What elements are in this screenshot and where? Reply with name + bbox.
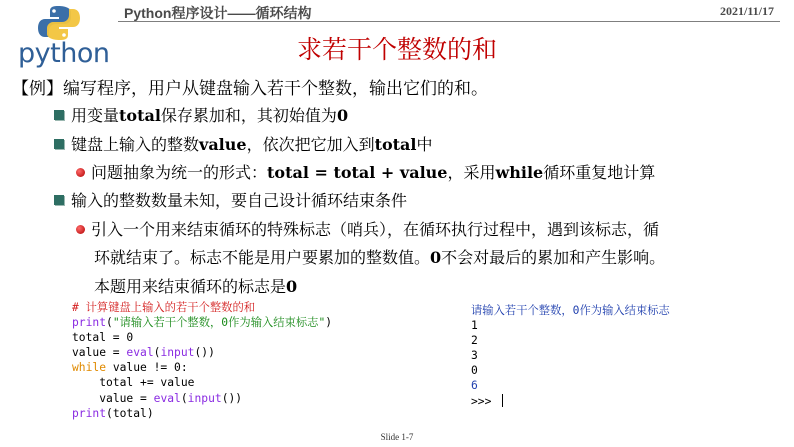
shell-input-line: 2 (471, 334, 478, 348)
round-bullet-icon (76, 225, 85, 234)
shell-repl-line[interactable] (471, 394, 670, 409)
example-intro: 【例】编写程序，用户从键盘输入若干个整数，输出它们的和。 (12, 79, 488, 99)
code-text: value != 0: (106, 361, 188, 375)
code-text: value = (99, 391, 154, 405)
code-line (72, 375, 332, 390)
text: 问题抽象为统一的形式： (91, 163, 268, 182)
code-string: "请输入若干个整数，0作为输入结束标志" (112, 316, 326, 330)
text: ，依次把它加入到 (246, 135, 375, 154)
slide-title: 求若干个整数的和 (296, 35, 497, 64)
text: 引入一个用来结束循环的特殊标志（哨兵），在循环执行过程中，遇到该标志，循 (91, 220, 660, 239)
code-line: value = eval(input()) (72, 346, 215, 360)
code-line: print("请输入若干个整数，0作为输入结束标志") (72, 316, 333, 330)
code-function: print (72, 316, 107, 330)
bullet-total-variable (54, 105, 348, 127)
slide-number: Slide 1-7 (380, 432, 414, 442)
text-bold: 0 (286, 277, 298, 296)
code-function: eval (126, 346, 154, 360)
code-function: input (187, 391, 222, 405)
text: 环就结束了。标志不能是用户要累加的整数值。 (94, 248, 431, 267)
square-bullet-icon (54, 110, 64, 120)
code-text: value = (72, 346, 127, 360)
text-bold: total (119, 106, 161, 125)
text: 中 (416, 135, 433, 154)
code-function: input (160, 346, 195, 360)
bullet-input-value (54, 134, 433, 156)
text: 循环重复地计算 (543, 163, 656, 182)
code-text: (total) (106, 406, 154, 420)
text: ，采用 (447, 163, 496, 182)
code-function: print (72, 406, 107, 420)
shell-output (471, 303, 670, 409)
text-bold: value (199, 135, 247, 154)
code-line (72, 300, 332, 315)
shell-result: 6 (471, 379, 478, 393)
text-bold: 0 (336, 106, 349, 125)
sub-bullet-abstraction (76, 162, 655, 184)
repl-prompt: >>> (471, 394, 499, 408)
code-line (72, 330, 332, 345)
round-bullet-icon (76, 168, 85, 177)
text: 输入的整数数量未知，要自己设计循环结束条件 (71, 191, 408, 210)
text: 用变量 (71, 106, 120, 125)
code-keyword: while (72, 361, 107, 375)
shell-input-line: 3 (471, 349, 478, 363)
code-line (72, 360, 332, 375)
text-bold: 0 (430, 248, 442, 267)
code-text: total += value (72, 376, 195, 390)
text-bold: total = total + value (267, 163, 448, 182)
logo-text: python (18, 38, 110, 69)
text-bold: total (374, 135, 417, 154)
text: 不会对最后的累加和产生影响。 (441, 248, 666, 267)
code-line: value = eval(input()) (99, 391, 243, 405)
bullet-loop-condition (54, 190, 407, 212)
slide-date: 2021/11/17 (719, 4, 774, 18)
code-function: eval (153, 391, 181, 405)
shell-input-line: 0 (471, 364, 478, 378)
shell-prompt-text: 请输入若干个整数，0作为输入结束标志 (471, 304, 670, 317)
sub-bullet-sentinel-end (94, 276, 297, 298)
sub-bullet-sentinel-cont (94, 247, 665, 269)
code-listing (72, 300, 332, 421)
sub-bullet-sentinel (76, 219, 659, 241)
square-bullet-icon (54, 139, 64, 149)
header-divider (118, 21, 780, 22)
text: 键盘上输入的整数 (71, 135, 200, 154)
code-text: total = 0 (72, 331, 134, 345)
square-bullet-icon (54, 195, 64, 205)
text: 保存累加和，其初始值为 (160, 106, 337, 125)
code-comment: # 计算键盘上输入的若干个整数的和 (72, 301, 256, 314)
shell-input-line: 1 (471, 319, 478, 333)
text-cursor (502, 394, 503, 407)
text: 本题用来结束循环的标志是 (94, 277, 287, 296)
course-title: Python程序设计——循环结构 (124, 5, 312, 21)
code-line (72, 406, 332, 421)
text-bold: while (495, 163, 544, 182)
